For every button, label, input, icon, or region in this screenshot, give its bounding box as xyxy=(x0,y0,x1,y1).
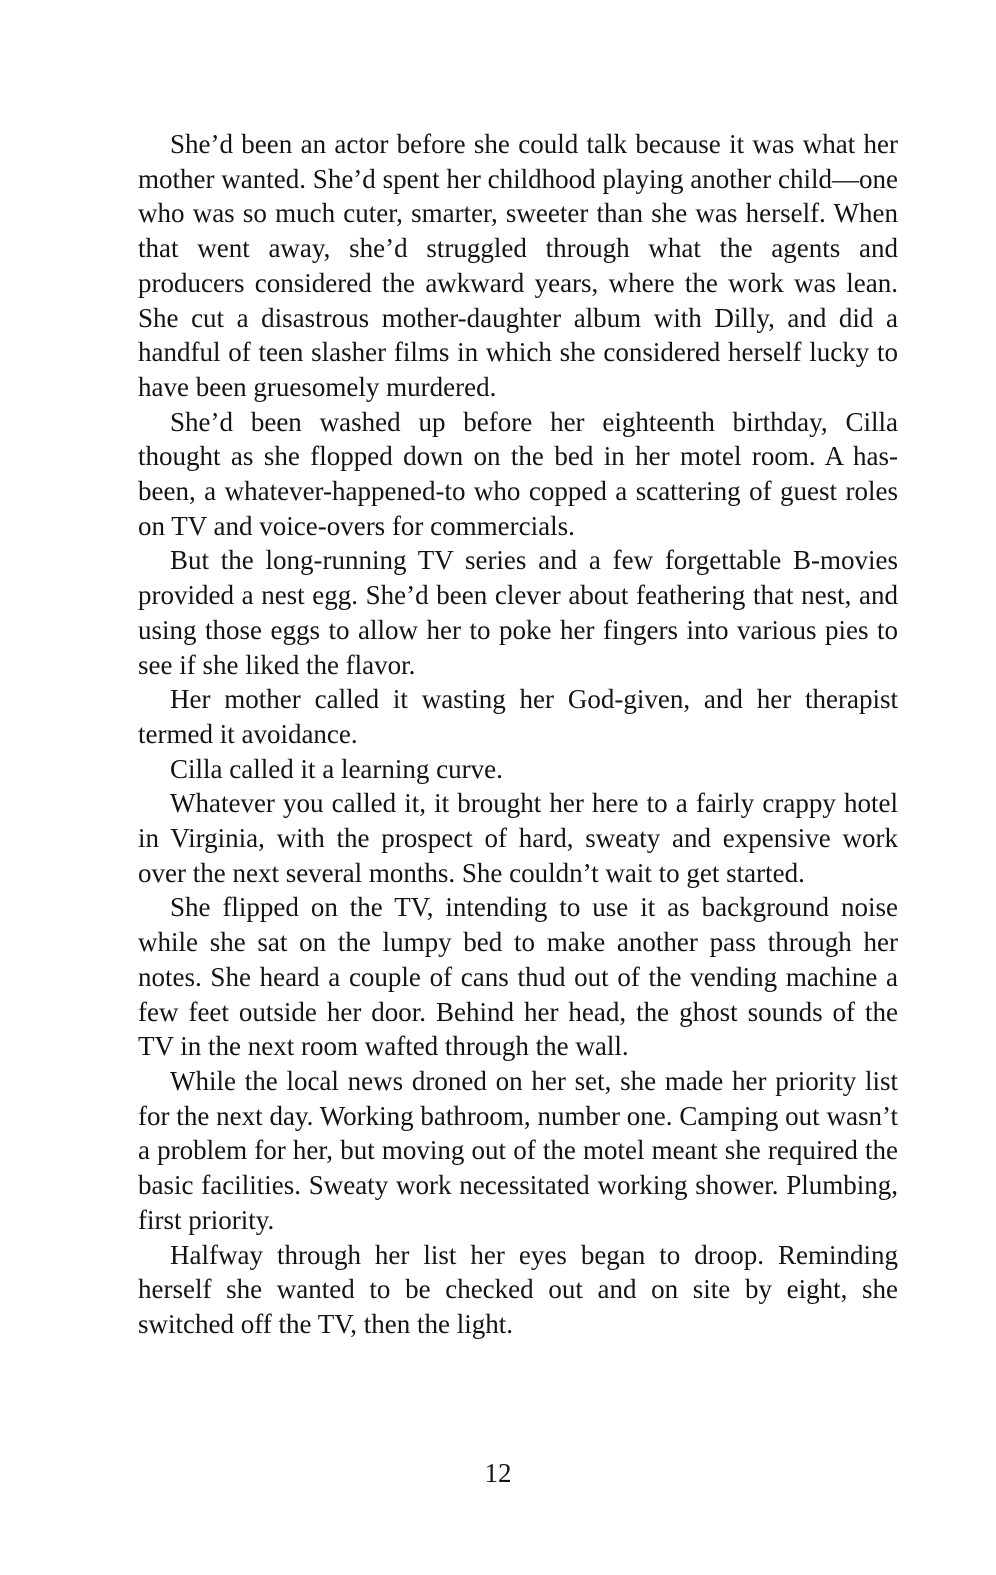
page-number: 12 xyxy=(484,1458,512,1488)
paragraph-3: But the long-running TV series and a few forgettable B-movies provided a nest egg. She’d been clever about feathering that nest, and using those eggs to allow her to poke her fingers into various pies to see if she liked the flavor. xyxy=(138,545,898,680)
paragraph-8: While the local news droned on her set, she made her priority list for the next day. Working bathroom, number one. Camping out wasn’t a problem for her, but moving out of the motel meant she required the basic facilities. Sweaty work necessitated working shower. Plumbing, first priority. xyxy=(138,1065,898,1235)
paragraph-9: Halfway through her list her eyes began to droop. Reminding herself she wanted to be checked out and on site by eight, she switched off the TV, then the light. xyxy=(138,1239,898,1339)
body-text xyxy=(138,127,898,1342)
paragraph-7: She flipped on the TV, intending to use it as background noise while she sat on the lumpy bed to make another pass through her notes. She heard a couple of cans thud out of the vending machine a few feet outside her door. Behind her head, the ghost sounds of the TV in the next room wafted through the wall. xyxy=(138,892,898,1062)
paragraph-4: Her mother called it wasting her God-given, and her therapist termed it avoidance. xyxy=(138,684,898,749)
paragraph-1: She’d been an actor before she could talk because it was what her mother wanted. She’d spent her childhood playing another child—one who was so much cuter, smarter, sweeter than she was herself. When that went away, she’d struggled through what the agents and producers considered the awkward years, where the work was lean. She cut a disastrous mother-daughter album with Dilly, and did a handful of teen slasher films in which she considered herself lucky to have been gruesomely murdered. xyxy=(138,129,898,402)
paragraph-6: Whatever you called it, it brought her here to a fairly crappy hotel in Virginia, with the prospect of hard, sweaty and expensive work over the next several months. She couldn’t wait to get started. xyxy=(138,788,898,888)
paragraph-5: Cilla called it a learning curve. xyxy=(170,753,503,784)
paragraph-2: She’d been washed up before her eighteenth birthday, Cilla thought as she flopped down on the bed in her motel room. A has-been, a whatever-happened-to who copped a scattering of guest roles on TV and voice-overs for commercials. xyxy=(138,406,898,541)
